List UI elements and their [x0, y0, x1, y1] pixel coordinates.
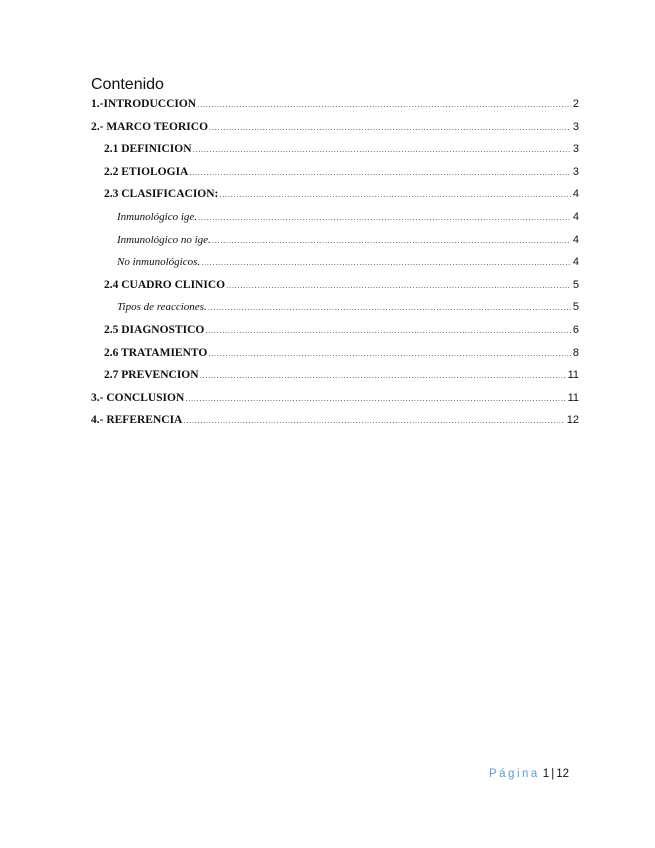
toc-entry-title: 4.- REFERENCIA — [91, 414, 183, 427]
toc-entry-referencia[interactable] — [91, 409, 579, 431]
toc-entry-inmunologico-ige[interactable] — [117, 206, 579, 228]
page-separator: | — [551, 768, 555, 780]
dot-leader — [205, 320, 571, 342]
dot-leader — [185, 388, 565, 410]
dot-leader — [200, 365, 566, 387]
current-page-number: 1 — [542, 768, 550, 780]
toc-entry-definicion[interactable] — [104, 138, 579, 160]
toc-entry-title: 1.-INTRODUCCION — [91, 98, 197, 110]
dot-leader — [201, 252, 571, 274]
toc-entry-page: 5 — [572, 278, 579, 291]
toc-entry-page: 8 — [572, 346, 579, 359]
dot-leader — [212, 230, 571, 252]
toc-entry-conclusion[interactable] — [91, 387, 579, 409]
toc-entry-title: Inmunológico ige. — [117, 211, 198, 223]
toc-entry-title: 2.1 DEFINICION — [104, 143, 192, 156]
toc-entry-page: 4 — [572, 188, 579, 201]
toc-entry-title: 2.3 CLASIFICACION: — [104, 188, 219, 201]
toc-entry-page: 5 — [572, 301, 579, 314]
toc-entry-title: 3.- CONCLUSION — [91, 391, 185, 404]
toc-entry-diagnostico[interactable] — [104, 319, 579, 341]
dot-leader — [208, 343, 571, 365]
toc-entry-page: 4 — [572, 256, 579, 269]
toc-entry-page: 11 — [567, 369, 579, 382]
toc-entry-clasificacion[interactable] — [104, 183, 579, 205]
dot-leader — [183, 410, 564, 432]
toc-entry-page: 2 — [572, 98, 579, 110]
toc-entry-title: 2.4 CUADRO CLINICO — [104, 278, 226, 291]
toc-entry-title: 2.- MARCO TEORICO — [91, 120, 209, 133]
dot-leader — [219, 184, 571, 206]
page-footer — [489, 768, 569, 780]
dot-leader — [226, 275, 571, 297]
toc-entry-title: No inmunológicos. — [117, 256, 201, 269]
toc-entry-page: 3 — [572, 165, 579, 178]
toc-entry-title: 2.2 ETIOLOGIA — [104, 165, 189, 178]
toc-entry-page: 4 — [572, 233, 579, 246]
toc-entry-title: Tipos de reacciones. — [117, 301, 207, 314]
toc-entry-no-inmunologicos[interactable] — [117, 251, 579, 273]
toc-entry-cuadro-clinico[interactable] — [104, 274, 579, 296]
toc-entry-inmunologico-no-ige[interactable] — [117, 229, 579, 251]
toc-entry-tratamiento[interactable] — [104, 342, 579, 364]
toc-entry-page: 3 — [572, 143, 579, 156]
toc-entry-title: 2.6 TRATAMIENTO — [104, 346, 208, 359]
toc-entry-title: 2.5 DIAGNOSTICO — [104, 324, 205, 336]
toc-entry-introduccion[interactable] — [91, 93, 579, 115]
toc-entry-page: 6 — [572, 324, 579, 336]
toc-entry-page: 3 — [572, 120, 579, 133]
toc-entry-title: 2.7 PREVENCION — [104, 369, 199, 382]
dot-leader — [209, 117, 571, 139]
toc-entry-etiologia[interactable] — [104, 161, 579, 183]
dot-leader — [208, 297, 571, 319]
page-label: Página — [488, 768, 540, 780]
dot-leader — [197, 94, 571, 116]
toc-heading: Contenido — [91, 76, 164, 93]
toc-entry-tipos-de-reacciones[interactable] — [117, 296, 579, 318]
dot-leader — [193, 139, 571, 161]
toc-entry-page: 4 — [572, 211, 579, 223]
toc-entry-page: 12 — [566, 414, 579, 427]
toc-entry-marco-teorico[interactable] — [91, 116, 579, 138]
total-pages-number: 12 — [556, 768, 569, 780]
dot-leader — [198, 207, 571, 229]
toc-entry-page: 11 — [567, 391, 579, 404]
dot-leader — [189, 162, 571, 184]
toc-entry-title: Inmunológico no ige. — [117, 233, 211, 246]
toc-entry-prevencion[interactable] — [104, 364, 579, 386]
